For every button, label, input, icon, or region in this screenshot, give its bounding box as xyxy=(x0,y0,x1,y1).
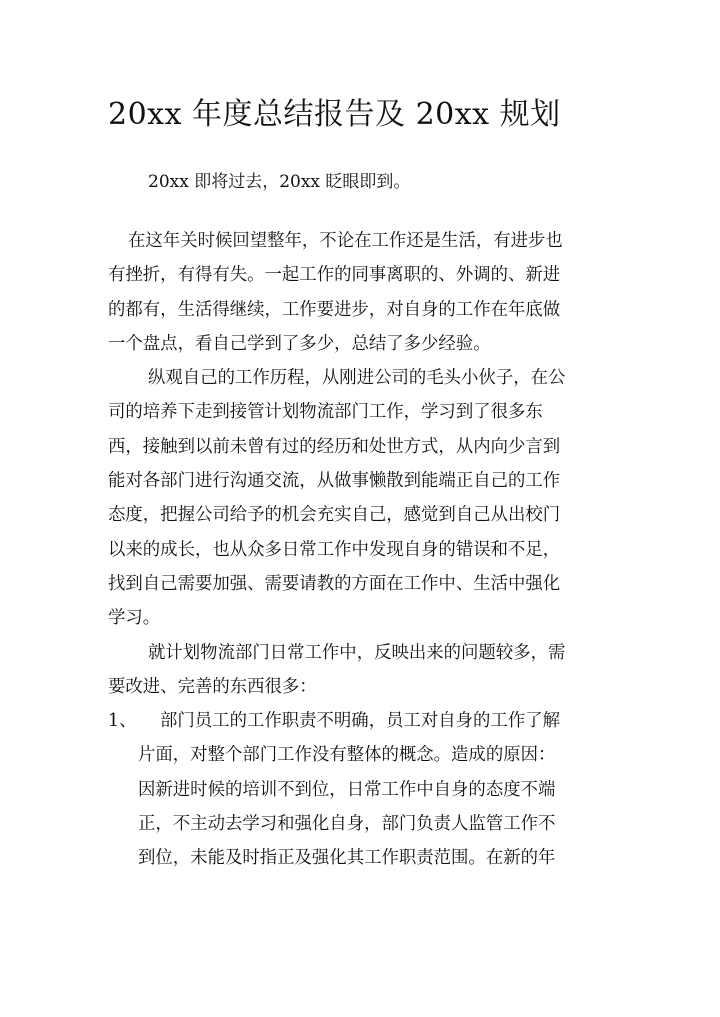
paragraph-line: 以来的成长，也从众多日常工作中发现自身的错误和不足， xyxy=(108,539,561,560)
paragraph-3 xyxy=(108,636,620,705)
document-title: 20xx 年度总结报告及 20xx 规划 xyxy=(108,97,561,132)
list-item-1 xyxy=(108,704,620,875)
paragraph-line: 要改进、完善的东西很多： xyxy=(108,676,317,697)
paragraph-line: 纵观自己的工作历程，从刚进公司的毛头小伙子，在公 xyxy=(148,368,566,389)
document-body xyxy=(108,224,620,876)
list-item-number: 1、 xyxy=(108,711,137,732)
paragraph-line: 一个盘点，看自己学到了多少，总结了多少经验。 xyxy=(108,333,491,354)
list-item-line: 部门员工的工作职责不明确，员工对自身的工作了解 xyxy=(160,711,560,732)
paragraph-line: 有挫折，有得有失。一起工作的同事离职的、外调的、新进 xyxy=(108,265,561,286)
paragraph-line: 能对各部门进行沟通交流，从做事懒散到能端正自己的工作 xyxy=(108,471,561,492)
list-item-first-row xyxy=(108,704,620,738)
list-item-line: 片面，对整个部门工作没有整体的概念。造成的原因： xyxy=(138,745,556,766)
paragraph-1 xyxy=(108,224,620,361)
intro-line: 20xx 即将过去，20xx 眨眼即到。 xyxy=(148,172,411,192)
paragraph-line: 西，接触到以前未曾有过的经历和处世方式，从内向少言到 xyxy=(108,436,561,457)
paragraph-line: 的都有，生活得继续，工作要进步，对自身的工作在年底做 xyxy=(108,299,561,320)
paragraph-line: 司的培养下走到接管计划物流部门工作，学习到了很多东 xyxy=(108,402,543,423)
list-item-line: 正，不主动去学习和强化自身，部门负责人监管工作不 xyxy=(138,814,556,835)
list-item-line: 因新进时候的培训不到位，日常工作中自身的态度不端 xyxy=(138,779,556,800)
paragraph-2 xyxy=(108,361,620,635)
paragraph-line: 态度，把握公司给予的机会充实自己，感觉到自己从出校门 xyxy=(108,505,561,526)
paragraph-line: 就计划物流部门日常工作中，反映出来的问题较多，需 xyxy=(148,642,566,663)
paragraph-line: 学习。 xyxy=(108,608,161,629)
paragraph-line: 找到自己需要加强、需要请教的方面在工作中、生活中强化 xyxy=(108,573,561,594)
list-item-line: 到位，未能及时指正及强化其工作职责范围。在新的年 xyxy=(138,848,556,869)
paragraph-line: 在这年关时候回望整年，不论在工作还是生活，有进步也 xyxy=(128,231,563,251)
